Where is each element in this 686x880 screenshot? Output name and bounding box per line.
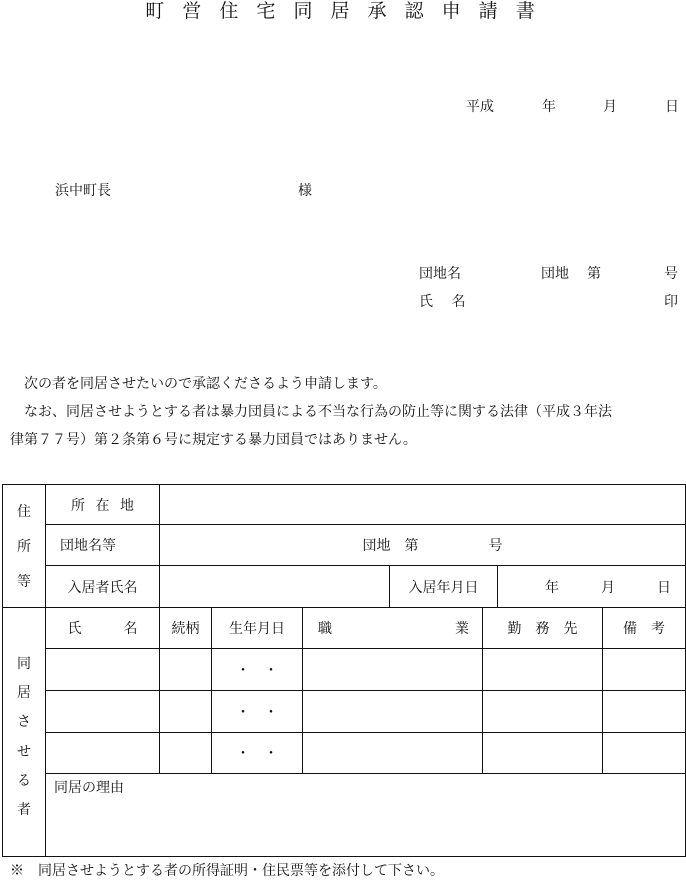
- date-era: 平成: [466, 99, 494, 115]
- date-month: 月: [603, 99, 617, 115]
- location-label: 所 在 地: [71, 497, 134, 514]
- col-occupation-header-end: 業: [455, 621, 469, 637]
- table-line: [45, 690, 685, 691]
- section-cohabitant-char: せ: [17, 743, 31, 760]
- table-line: [45, 773, 685, 774]
- section-cohabitant-char: さ: [17, 714, 31, 731]
- section-cohabitant-char: 同: [17, 655, 31, 672]
- body-line-2: なお、同居させようとする者は暴力団員による不当な行為の防止等に関する法律（平成３年法: [24, 404, 612, 420]
- section-address-label: [3, 494, 45, 598]
- section-address-char: 等: [17, 573, 31, 590]
- section-cohabitant-char: 居: [17, 684, 31, 701]
- table-line: [2, 856, 685, 857]
- moved-in-label: 入居年月日: [408, 579, 479, 596]
- dob-field[interactable]: ・ ・: [236, 704, 278, 721]
- col-workplace-header: 勤 務 先: [507, 621, 578, 637]
- body-line-1: 次の者を同居させたいので承認くださるよう申請します。: [24, 376, 387, 392]
- applicant-name-label: 氏 名: [419, 294, 466, 310]
- danchi-value[interactable]: 団地 第 号: [362, 538, 503, 554]
- col-remarks-header: 備 考: [623, 621, 665, 637]
- table-line: [302, 607, 303, 774]
- dob-field[interactable]: ・ ・: [236, 662, 278, 679]
- applicant-danchi-suffix: 団地: [541, 266, 569, 282]
- section-cohabitant-char: る: [17, 772, 31, 789]
- table-line: [45, 484, 46, 857]
- date-day: 日: [665, 99, 679, 115]
- danchi-label: 団地名等: [60, 538, 116, 554]
- col-relation-header: 続柄: [171, 621, 200, 637]
- location-input[interactable]: [160, 485, 685, 524]
- applicant-go: 号: [664, 266, 678, 282]
- page-title: 町 営 住 宅 同 居 承 認 申 請 書: [145, 0, 541, 22]
- dob-field[interactable]: ・ ・: [236, 746, 278, 762]
- section-cohabitant-char: 者: [17, 802, 31, 819]
- applicant-dai: 第: [587, 266, 601, 282]
- applicant-seal: 印: [664, 294, 678, 310]
- resident-name-label: 入居者氏名: [67, 579, 138, 596]
- resident-name-input[interactable]: [160, 566, 389, 607]
- col-dob-header: 生年月日: [229, 621, 285, 637]
- footnote: ※ 同居させようとする者の所得証明・住民票等を添付して下さい。: [10, 863, 444, 879]
- col-occupation-header-start: 職: [318, 621, 332, 637]
- col-name-header: 氏 名: [67, 621, 138, 637]
- addressee-honorific: 様: [298, 183, 312, 199]
- addressee-name: 浜中町長: [55, 183, 111, 199]
- date-year: 年: [542, 99, 556, 115]
- section-address-char: 所: [17, 538, 31, 555]
- body-line-3: 律第７７号）第２条第６号に規定する暴力団員ではありません。: [10, 432, 417, 448]
- section-cohabitant-label: [3, 648, 45, 824]
- applicant-danchi-label: 団地名: [419, 266, 461, 282]
- moved-in-value[interactable]: 年 月 日: [545, 579, 671, 596]
- section-address-char: 住: [17, 504, 31, 521]
- table-line: [45, 732, 685, 733]
- table-line: [45, 648, 685, 649]
- reason-label: 同居の理由: [54, 780, 124, 796]
